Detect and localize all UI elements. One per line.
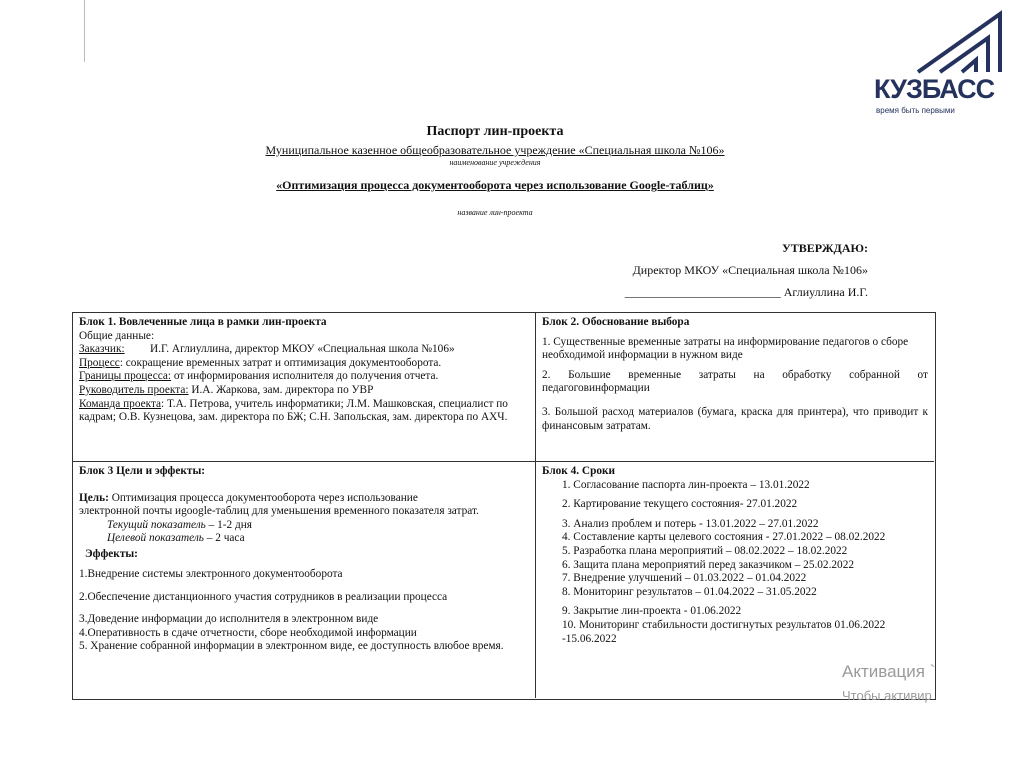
deadline-item: 4. Составление карты целевого состояния - 27.01.2022 – 08.02.2022 (562, 531, 886, 544)
reason-item: 2. Большие временные затраты на обработку собранной от педагоговинформации (542, 368, 928, 395)
effect-item: 5. Хранение собранной информации в электронном виде, ее доступность влюбое время. (79, 640, 504, 653)
deadline-item: 7. Внедрение улучшений – 01.03.2022 – 01.04.2022 (562, 572, 807, 585)
block-3 (73, 462, 536, 698)
logo-name: КУЗБАСС (874, 74, 995, 104)
current-label: Текущий показатель (107, 518, 206, 531)
effect-item: 2.Обеспечение дистанционного участия сотрудников в реализации процесса (79, 591, 448, 604)
bounds-value: от информирования исполнителя до получения отчета. (171, 370, 439, 383)
deadline-item: 10. Мониторинг стабильности достигнутых результатов 01.06.2022 -15.06.2022 (562, 618, 886, 645)
leader-value: И.А. Жаркова, зам. директора по УВР (188, 383, 374, 396)
effect-item: 3.Доведение информации до исполнителя в электронном виде (79, 613, 379, 626)
block-1 (73, 313, 536, 462)
effect-item: 4.Оперативность в сдаче отчетности, сборе необходимой информации (79, 626, 417, 639)
general-label: Общие данные: (79, 329, 155, 342)
process-label: Процесс (79, 356, 120, 369)
org-name: Муниципальное казенное общеобразовательное учреждение «Специальная школа №106» (265, 143, 725, 157)
reason-item: 1. Существенные временные затраты на информирование педагогов о сборе необходимой информации в нужном виде (542, 335, 909, 362)
target-value: – 2 часа (203, 532, 245, 545)
block-2-title: Блок 2. Обоснование выбора (542, 316, 690, 328)
deadline-item: 8. Мониторинг результатов – 01.04.2022 – 31.05.2022 (562, 585, 817, 598)
project-caption: название лин-проекта (457, 208, 533, 217)
leader-label: Руководитель проекта: (79, 383, 189, 396)
goal-value: Оптимизация процесса документооборота через использование электронной почты иgoogle-таблиц для уменьшения временного показателя затрат. (79, 491, 479, 518)
deadline-item: 1. Согласование паспорта лин-проекта – 13.01.2022 (562, 478, 810, 491)
page-title: Паспорт лин-проекта (426, 124, 564, 139)
reason-item: 3. Большой расход материалов (бумага, краска для принтера), что приводит к финансовым затратам. (542, 405, 928, 432)
block-4-title: Блок 4. Сроки (542, 465, 616, 477)
team-label: Команда проекта (79, 397, 162, 410)
director-line: Директор МКОУ «Специальная школа №106» (632, 263, 868, 277)
effect-item: 1.Внедрение системы электронного документооборота (79, 567, 343, 580)
deadline-item: 5. Разработка плана мероприятий – 08.02.2022 – 18.02.2022 (562, 544, 848, 557)
deadline-item: 6. Защита плана мероприятий перед заказчиком – 25.02.2022 (562, 558, 855, 571)
process-value: : сокращение временных затрат и оптимизация документооборота. (119, 356, 442, 369)
slide-edge-line (84, 0, 85, 62)
logo-tagline: время быть первыми (876, 106, 955, 115)
bounds-label: Границы процесса: (79, 370, 172, 383)
team-value: : Т.А. Петрова, учитель информатики; Л.М. Машковская, специалист по кадрам; О.В. Кузнецова, зам. директора по БЖ; С.Н. Запольская, зам. директора по АХЧ. (79, 397, 508, 424)
project-name: «Оптимизация процесса документооборота через использование Google-таблиц» (276, 178, 714, 192)
current-value: – 1-2 дня (205, 518, 252, 531)
activation-watermark-sub: Чтобы активир (842, 688, 932, 703)
deadline-item: 9. Закрытие лин-проекта - 01.06.2022 (562, 605, 742, 618)
passport-table (72, 312, 936, 700)
goal-label: Цель: (79, 491, 109, 504)
signature-line: __________________________ Аглиуллина И.Г. (624, 285, 868, 299)
approve-label: УТВЕРЖДАЮ: (781, 241, 868, 255)
target-label: Целевой показатель (107, 532, 204, 545)
deadline-item: 2. Картирование текущего состояния- 27.01.2022 (562, 498, 798, 511)
effects-title: Эффекты: (85, 547, 138, 560)
org-caption: наименование учреждения (449, 158, 541, 167)
customer-label: Заказчик: (79, 343, 125, 356)
activation-watermark: Активация ` (842, 662, 936, 681)
logo-stripes-icon (868, 10, 1018, 80)
kuzbass-logo (868, 10, 1018, 120)
block-1-title: Блок 1. Вовлеченные лица в рамки лин-проекта (79, 316, 327, 328)
deadline-item: 3. Анализ проблем и потерь - 13.01.2022 – 27.01.2022 (562, 517, 819, 530)
block-2 (536, 313, 934, 462)
customer-value: И.Г. Аглиуллина, директор МКОУ «Специальная школа №106» (150, 343, 455, 356)
block-3-title: Блок 3 Цели и эффекты: (79, 465, 206, 477)
